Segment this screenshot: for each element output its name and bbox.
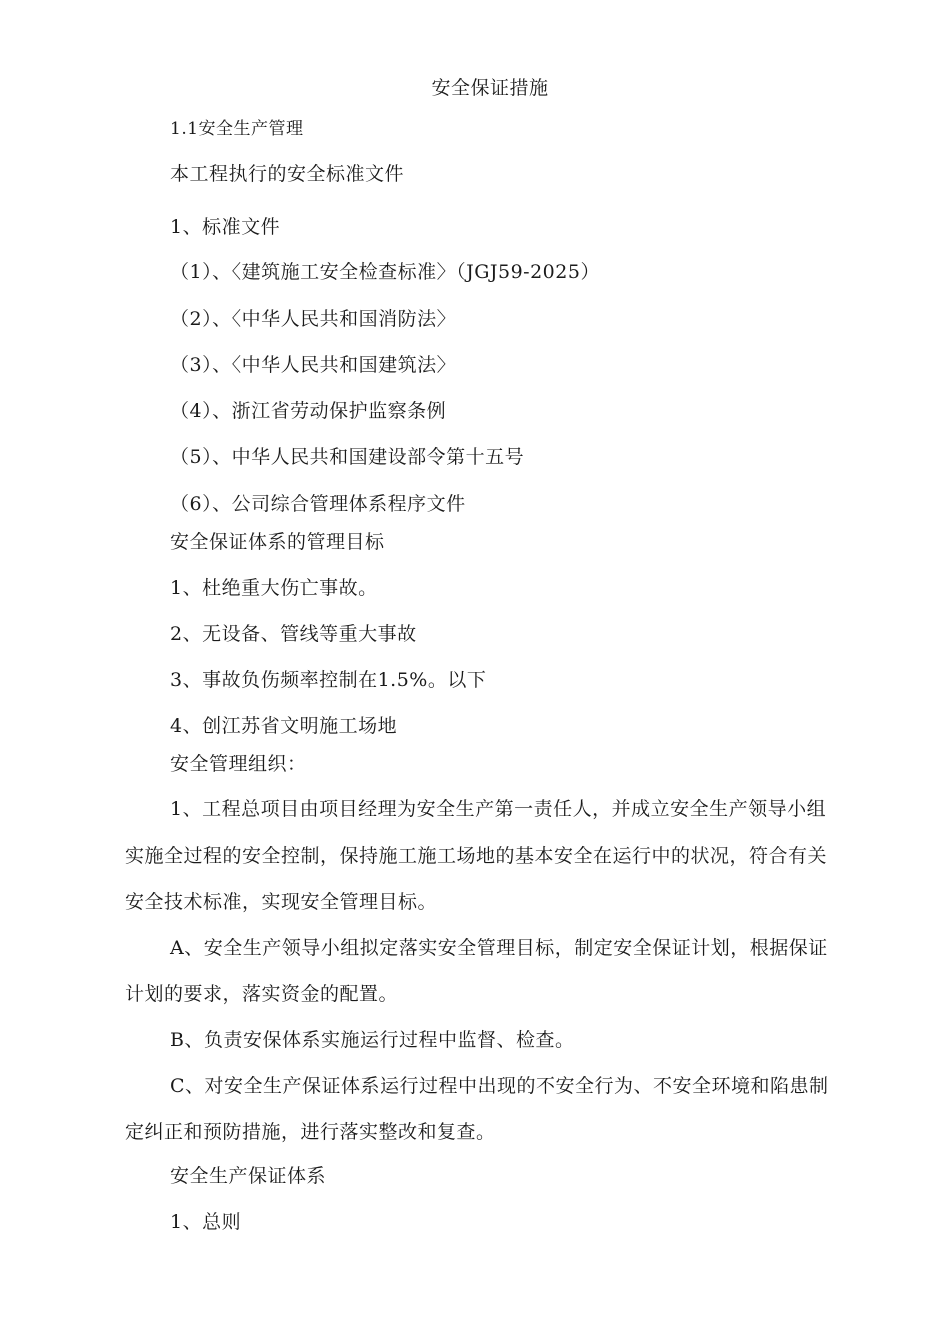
standard-item: （4）、浙江省劳动保护监察条例	[170, 400, 447, 422]
standard-item: （3）、〈中华人民共和国建筑法〉	[170, 354, 457, 376]
org-paragraph-b: B、负责安保体系实施运行过程中监督、检查。	[170, 1029, 575, 1051]
document-title: 安全保证措施	[431, 77, 549, 99]
standards-intro: 本工程执行的安全标准文件	[170, 163, 405, 185]
standards-heading: 1、标准文件	[170, 216, 281, 238]
standard-item: （2）、〈中华人民共和国消防法〉	[170, 308, 457, 330]
org-paragraph-line: 实施全过程的安全控制，保持施工施工场地的基本安全在运行中的状况，符合有关	[125, 845, 828, 867]
org-paragraph-a-line: A、安全生产领导小组拟定落实安全管理目标，制定安全保证计划，根据保证	[170, 937, 828, 959]
org-heading: 安全管理组织：	[170, 753, 307, 775]
org-paragraph-c-line: 定纠正和预防措施，进行落实整改和复查。	[125, 1121, 496, 1143]
goal-item: 3、事故负伤频率控制在1.5%。以下	[170, 669, 487, 691]
goal-item: 2、无设备、管线等重大事故	[170, 623, 417, 645]
standard-item: （5）、中华人民共和国建设部令第十五号	[170, 446, 525, 468]
general-heading: 1、总则	[170, 1211, 242, 1233]
section-heading: 1.1安全生产管理	[170, 119, 304, 139]
standard-item: （6）、公司综合管理体系程序文件	[170, 493, 466, 515]
org-paragraph-c-line: C、对安全生产保证体系运行过程中出现的不安全行为、不安全环境和陷患制	[170, 1075, 829, 1097]
org-paragraph-a-line: 计划的要求，落实资金的配置。	[125, 983, 399, 1005]
org-paragraph-line: 安全技术标准，实现安全管理目标。	[125, 891, 438, 913]
org-paragraph-line: 1、工程总项目由项目经理为安全生产第一责任人，并成立安全生产领导小组	[170, 798, 827, 820]
standard-item: （1）、〈建筑施工安全检查标准〉（JGJ59-2025）	[170, 261, 600, 283]
goal-item: 1、杜绝重大伤亡事故。	[170, 577, 378, 599]
goal-item: 4、创江苏省文明施工场地	[170, 715, 398, 737]
system-heading: 安全生产保证体系	[170, 1165, 327, 1187]
goals-heading: 安全保证体系的管理目标	[170, 531, 385, 553]
